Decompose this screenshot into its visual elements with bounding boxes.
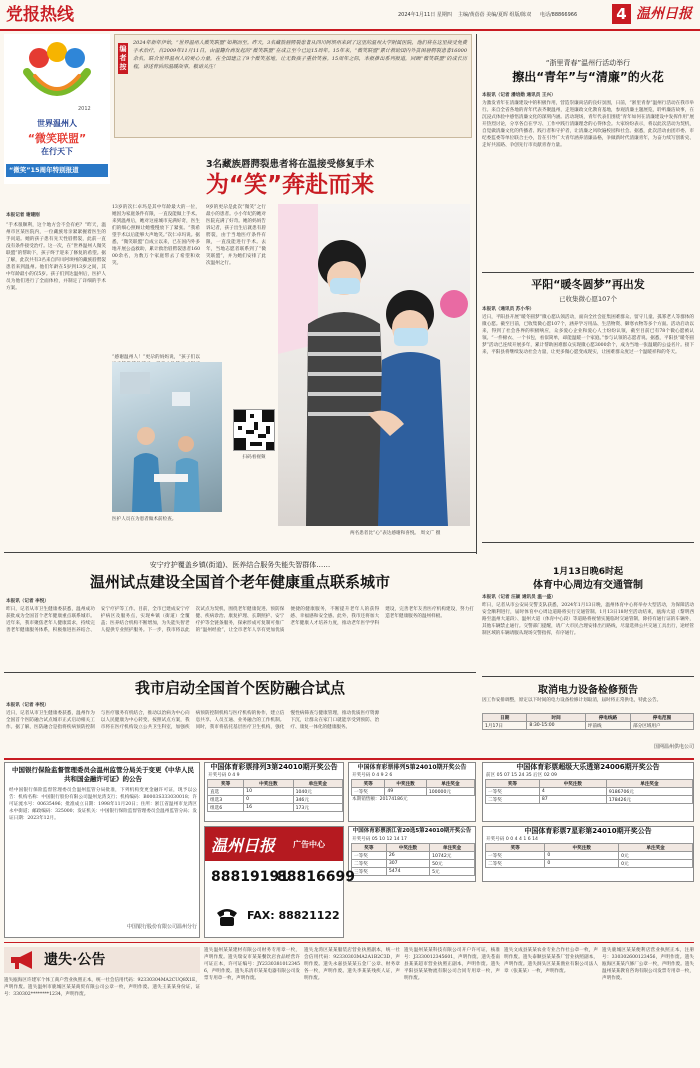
lotto-20x5-col-level: 奖等 [352,844,387,852]
column-divider [476,34,477,554]
lotto-7star-col-count: 中奖注数 [545,844,619,852]
lotto-pl3 [204,762,344,822]
youth-headline: 擦出“青年”与“清廉”的火花 [512,70,664,84]
lost-banner [4,947,200,973]
lotto-pl5-col-count: 中奖注数 [385,780,426,788]
promo-block [4,34,110,184]
smile-logo-icon [17,38,97,110]
lotto-cell: 26 [386,852,429,860]
lotto-cell: 一等奖 [352,788,385,796]
lotto-pl5-footer: 本期销售额：20174186元 [352,797,408,802]
lotto-20x5-title: 中国体育彩票浙江省20选5第24010期开奖公告 [352,828,472,834]
lotto-pl5-col-prize: 单注奖金 [426,780,474,788]
lotto-cell: 直选 [208,788,244,796]
pingyang-byline: 本报讯（通讯员 苏小华） [482,307,535,312]
power-notice-table [482,713,694,730]
health-headline: 温州试点建设全国首个老年健康重点联系城市 [89,573,390,591]
masthead-logo: 温州日报 [636,6,692,22]
lost-col-3: 遗失龙湾区某某服装店营业执照副本，统一社会信用代码：92330303MA2A1B2C3D，声明作废。遗失永嘉县某某五金厂公章、财务章各一枚，声明作废。遗失李某某残疾人证，声明作废。 [304,948,400,981]
right-divider-2 [482,542,694,543]
lotto-pl5-numbers: 开奖号码 0 4 9 2 6 [352,773,393,778]
lotto-pl3-col-count: 中奖注数 [244,780,293,788]
power-col-line: 停电线路 [585,714,630,722]
editor-note-body: 2024年新年伊始，“世界温州人微笑联盟”如期而至。昨天，3名藏族唇腭裂患者从四川阿坝州来到了这里的温州大学附属医院，他们将在这里接受免费手术治疗。自2009年11月11日，由温籍台商发起的“微笑联盟”在成立至今已近15周年。15年来，“微笑联盟”累计救助国内外贫困唇腭裂患者16000余名，联合世界温州人的爱心力量，在全国建立了9个微笑基地，让无数孩子重拾笑容。15周年之际，本报推出系列报道，回顾“微笑联盟”的成长历程，讲述背后的温暖故事。敬请关注！ [133,40,467,70]
traffic-headline-1: 1月13日晚6时起 [552,567,624,577]
power-notice-headline: 取消电力设备检修预告 [538,685,638,696]
lotto-20x5-numbers: 开奖号码 05 10 12 14 17 [352,837,407,842]
power-notice [482,676,694,756]
editors-line: 主编/黄蓓蓓 美编/夏晖 组版/陈双 [458,12,532,18]
lotto-dlt-title: 中国体育彩票超级大乐透第24006期开奖公告 [516,763,660,771]
traffic-headline-2: 体育中心周边有交通管制 [533,580,643,591]
lotto-cell: 5474 [386,868,429,876]
page-number-badge: 4 [612,4,631,24]
section-name: 党报热线 [6,5,74,25]
lotto-cell: 10 [244,788,293,796]
lotto-cell: 178426元 [606,796,692,804]
pingyang-headline: 平阳“暖冬圆梦”再出发 [531,278,645,291]
traffic-byline: 本报讯（记者 汪颖 通讯员 温一盛） [482,595,556,600]
power-row-time: 8:30-15:00 [527,722,585,730]
lotto-cell: 二等奖 [486,796,540,804]
lotto-cell: 16 [244,804,293,812]
lotto-pl5-title: 中国体育彩票排列5第24010期开奖公告 [357,764,467,771]
lotto-7star-table [485,843,693,868]
header-rule [0,29,700,31]
lost-col-5: 遗失文成县某某农业专业合作社公章一枚，声明作废。遗失泰顺县某某茶厂营业执照副本，声明作废。遗失洞头区某某渔业有限公司法人章（张某某）一枚，声明作废。 [504,948,598,974]
lotto-7star-numbers: 开奖号码 0 0 4 4 1 6 14 [486,837,538,842]
lotto-cell: 0 [244,796,293,804]
lotto-cell: 346元 [293,796,342,804]
kids-figure-icon [278,204,470,526]
lotto-cell: 0元 [619,852,693,860]
health-kicker: 安宁疗护覆盖乡镇(街道)、医养结合服务失能失智群体…… [149,561,331,569]
phone-line: 电话/88866966 [540,12,578,18]
bank-notice-title: 中国银行保险监督管理委员会温州监管分局关于变更《中华人民共和国金融许可证》的公告 [12,766,194,783]
youth-body: 为激发青年在清廉建设中的积极作用，营造崇廉尚洁的良好氛围，日前，“浙里青春”温州行活动在我市举行。来自全省各地的青年代表齐聚温州，走进廉政文化教育基地，参观清廉主题展览，聆听廉洁故事，在沉浸式体验中感悟清廉文化的深刻内涵。活动现场，青年代表们围绕“青年如何在清廉建设中发挥作用”展开热烈讨论，分享各自在学习、工作中践行清廉理念的心得体会。大家纷纷表示，将以此次活动为契机，自觉做清廉文化的传播者、践行者和守护者，让清廉之风吹遍校园和社会。据悉，此次活动由团市委、市纪委监委等单位联合主办，旨在引导广大青年涵养清廉品格，争做新时代清廉青年，为奋力续写创新史、走好共富路、争创先行市贡献青春力量。 [482,101,694,148]
bank-notice [4,762,200,938]
lotto-pl5-table [351,779,475,796]
bank-notice-body: 经中国银行保险监督管理委员会温州监管分局批准，下列机构变更金融许可证，现予以公告：机构名称：中国银行股份有限公司温州龙湾支行；机构编码：B0003S333030018；许可证流水号：00635496；批准成立日期：1998年11月20日；住所：浙江省温州市龙湾区永中街道；邮政编码：325000；发证机关：中国银行保险监督管理委员会温州监管分局；发证日期：2023年12月。 [9,788,197,821]
lotto-cell: 4 [539,788,606,796]
telephone-icon [215,905,239,927]
lotto-cell: 二等奖 [486,860,545,868]
pingyang-sub: 已收集微心愿107个 [559,295,617,303]
lotto-7star-col-prize: 单注奖金 [619,844,693,852]
lotto-dlt-col-level: 奖等 [486,780,540,788]
ad-banner [205,827,343,861]
traffic-body: 昨日，记者从市公安局交警支队获悉，2024年1月13日晚，温州体育中心将举办大型活动，为保障活动安全顺利进行，届时体育中心周边道路将实行交通管制。1月13日18时至活动结束，瓯海大道（黎明西路至温州大道段）、温州大道（体育中心段）等道路将视情实施临时交通管制，除持有通行证的车辆外，其他车辆禁止通行。交警部门提醒，请广大市民合理安排出行路线，尽量选择公共交通工具出行，途经管制区域的车辆请服从现场交警指挥，有序通行。 [482,603,694,636]
lotto-7star-col-level: 奖等 [486,844,545,852]
lotto-cell: 173元 [293,804,342,812]
power-col-area: 停电范围 [631,714,694,722]
ad-fax: FAX: 88821122 [247,909,340,922]
ad-center [204,826,355,938]
photo-kids-caption: 两名患者比“心”表达感谢和喜悦。 周文广 摄 [350,531,441,536]
lotto-cell: 一等奖 [486,788,540,796]
photo-exam-caption: 医护人员在为患者做术前检查。 [112,517,177,522]
photo-exam [112,362,222,512]
photo-kids [278,204,470,526]
qr-label: 扫码看视频 [242,455,266,460]
power-notice-footer: 国网温州供电公司 [653,744,694,750]
lotto-20x5-col-count: 中奖注数 [386,844,429,852]
lotto-dlt-numbers: 前区 05 07 15 24 35 后区 02 09 [486,773,557,778]
video-qr-code[interactable] [233,409,275,451]
editor-note-label: 编者按 [118,43,128,74]
lotto-20x5-col-prize: 单注奖金 [430,844,475,852]
lost-notices [4,942,694,1064]
lotto-pl5-col-level: 奖等 [352,780,385,788]
lotto-cell: 87 [539,796,606,804]
lotto-cell: 组选3 [208,796,244,804]
ad-phone-2: 88816699 [277,869,355,885]
megaphone-icon [8,949,38,971]
medical-byline: 本报讯（记者 李悦） [6,703,49,708]
lotto-cell: 一等奖 [486,852,545,860]
lost-col-1: 遗失瓯海区许建军个体工商户营业执照正本，统一社会信用代码：92330304MA2CUQ8X1E，声明作废。遗失温州市鹿城区某某商贸有限公司公章一枚，声明作废。遗失王某某身份证，证号：330302********1234，声明作废。 [4,978,200,997]
editor-note [114,34,472,138]
lotto-cell: 307 [386,860,429,868]
lotto-cell: 0 [545,860,619,868]
lotto-dlt-table [485,779,693,804]
lotto-20x5-table [351,843,475,876]
ad-phone-1: 88819191 [211,869,289,885]
power-col-time: 时间 [527,714,585,722]
main-col-2: 13岁的次仁卓玛是其中年龄最大的一位，她因为家庭条件有限，一直没能做上手术。来到温州后，她对这座城市充满好奇，医生们的细心照顾让她慢慢放下了紧张。“我希望手术以后能够大声地笑。”次仁卓玛说。据悉，“微笑联盟”自成立以来，已在国内外多地开展公益救助，累计救治唇腭裂患者16000余名，为数万个家庭带去了希望和欢笑。 [112,205,200,266]
lotto-pl3-numbers: 开奖号码 0 4 9 [208,773,240,778]
lotto-cell: 49 [385,788,426,796]
power-notice-intro: 因工作安排调整，原定以下时间的电力设备检修计划取消，届时将正常供电，特此公告。 [482,698,662,703]
date-line: 2024年1月11日 星期四 [398,12,452,18]
health-byline: 本报讯（记者 李悦） [6,599,49,604]
promo-title-3: 在行天下 [41,147,73,156]
main-byline: 本报记者 谢建刚 [6,213,40,218]
power-col-date: 日期 [483,714,527,722]
bank-notice-footer: 中国银行股份有限公司温州分行 [126,924,197,930]
main-col-4: “感谢温州人！”更尕的妈妈说，“孩子们以 [112,355,200,360]
promo-title-1: 世界温州人 [37,119,77,128]
lost-col-6: 遗失鹿城区某某便利店营业执照正本，注册号：330302600123456，声明作废。遗失瓯海区某某汽修厂公章一枚，声明作废。遗失温州某某教育咨询有限公司发票专用章一枚，声明作废。 [602,948,694,981]
lotto-cell: 0 [545,852,619,860]
lotto-cell: 10742元 [430,852,475,860]
lost-col-4: 遗失温州某某科技有限公司开户许可证，核准号：J3330012345601，声明作废。遗失苍南县某某超市营业执照正副本，声明作废。遗失平阳县某某物流有限公司合同专用章一枚，声明作废。 [404,948,500,981]
lotto-7star-title: 中国体育彩票7星彩第24010期开奖公告 [524,827,652,835]
qr-code-icon [234,410,274,450]
main-kicker: 3名藏族唇腭裂患者将在温接受修复手术 [205,159,375,170]
lotto-pl3-title: 中国体育彩票排列3第24010期开奖公告 [210,763,338,771]
lotto-pl3-col-prize: 单注奖金 [293,780,342,788]
lotto-pl3-table [207,779,343,812]
power-row-line: 坪前线 [585,722,630,730]
lotto-pl5 [348,762,476,822]
health-body: 昨日，记者从市卫生健康委获悉，温州成功获批成为全国首个老年健康重点联系城市。近年来，我市聚焦老年人健康需求，持续完善老年健康服务体系，积极推进医养结合、安宁疗护等工作。目前，全市已建成安宁疗护病区及服务点，实现乡镇（街道）全覆盖；医养结合机构不断增加，为失能失智老人提供专业照护服务。下一步，我市将以此次试点为契机，围绕老年健康促进、预防保健、疾病诊治、康复护理、长期照护、安宁疗护等全链条服务，探索形成可复制可推广的“温州经验”，让全市老年人享有更加优质便捷的健康服务，不断提升老年人的获得感、幸福感和安全感。此外，我市还将加大老年健康人才培养力度，推动老年医学学科建设，完善老年友善医疗机构建设，努力打造老年健康服务的温州样板。 [6,607,474,633]
lotto-pl3-col-level: 奖等 [208,780,244,788]
pingyang-body: 近日，平阳县开展“暖冬圆梦”微心愿认领活动，面向全社会征集困难群众、留守儿童、孤寡老人等群体的微心愿。截至目前，已收集微心愿107个，涵养学习用品、生活物资、御寒衣物等多个方面。活动启动以来，得到了社会各界的积极响应，众多爱心企业和爱心人士纷纷认领，截至目前已有78个微心愿被认领。“一件棉衣、一个书包，看似简单，却能温暖一个家庭。”参与认领的志愿者说。据悉，平阳县“暖冬圆梦”活动已连续开展多年，累计帮助困难群众实现微心愿3000余个，成为当地一张温暖的公益名片。接下来，平阳县将继续发动社会力量，让更多微心愿变成现实，让困难群众度过一个温暖祥和的冬天。 [482,315,694,355]
lost-col-2: 遗失温州某某建材有限公司财务专用章一枚，声明作废。遗失瑞安市某某餐饮店食品经营许可证正本，许可证编号：JY23303810123456，声明作废。遗失乐清市某某电器有限公司发票专用章一枚，声明作废。 [204,948,300,981]
lotto-cell: 一等奖 [352,852,387,860]
lotto-cell: 5元 [430,868,475,876]
right-divider-1 [482,272,694,273]
lotto-cell: 三等奖 [352,868,387,876]
lotto-cell: 组选6 [208,804,244,812]
lotto-dlt-col-count: 中奖注数 [539,780,606,788]
lotto-cell: 二等奖 [352,860,387,868]
main-headline: 为“笑”奔赴而来 [205,172,375,198]
medical-headline: 我市启动全国首个医防融合试点 [134,679,345,697]
ad-paper-logo: 温州日报 [211,836,276,855]
lotto-cell: 100000元 [426,788,474,796]
youth-byline: 本报讯（记者 潘培勋 通讯员 王兴） [482,93,556,98]
promo-year: 2012 [78,106,91,112]
main-col-1: “手术很顺利，这个地方会不会有疤？”昨天，温州市区某医院内，一位藏族母亲紧紧握着医生的手问道。她的孩子患有先天性唇腭裂，此前一直没有条件接受治疗。这一次，在“世界温州人微笑联盟”的帮助下，孩子终于迎来了修复的希望。据了解，此次共有3名来自四川阿坝州的藏族唇腭裂患者来到温州。他们年龄在5岁到13岁之间，其中年龄最小的仅5岁。孩子们到达温州后，医护人员为他们进行了全面体检，并制定了详细的手术方案。 [6,223,106,291]
ads-top-rule [4,758,694,760]
lotto-dlt [482,762,694,822]
story-divider-2 [4,672,476,673]
medical-body: 近日，记者从市卫生健康委获悉，温州作为全国首个医防融合试点城市正式启动相关工作。据了解，医防融合是指将疾病预防控制与医疗服务有机结合，推动以治病为中心向以人民健康为中心转变。按照试点方案，我市将在医疗机构设立公共卫生科室，加强疾病预防控制机构与医疗机构的协作，建立信息共享、人员互通、业务融合的工作机制。同时，我市将依托基层医疗卫生机构，强化慢性病筛查与健康管理，推动优质医疗资源下沉，让群众在家门口就能享受到预防、治疗、康复一体化的健康服务。 [6,711,380,730]
promo-title-2: “微笑联盟” [27,132,87,145]
ad-center-label: 广告中心 [293,840,325,849]
youth-kicker: “浙里青春”温州行活动举行 [545,59,631,67]
doctor-figure-icon [112,362,222,512]
lotto-cell: 50元 [430,860,475,868]
lotto-7star [482,826,694,882]
lotto-cell: 1040元 [293,788,342,796]
lost-title: 遗失·公告 [44,952,106,968]
lotto-cell: 0元 [619,860,693,868]
page-header [0,0,700,30]
story-divider-1 [4,552,476,553]
promo-anniversary: “微笑”15周年特别报道 [6,164,108,177]
power-row-area: 部分区域用户 [631,722,694,730]
lotto-20x5 [348,826,476,882]
power-row-date: 1月17日 [483,722,527,730]
main-col-3: 9岁的更尕是此次“微笑”之行最小的患者。小小年纪的她对医院充满了好奇。她的妈妈告诉记者，孩子出生后就患有唇腭裂，由于当地医疗条件有限，一直没能进行手术。去年，当地志愿者联系到了“微笑联盟”，并为她们安排了此次温州之行。 [206,205,266,266]
lotto-dlt-col-prize: 单注奖金 [606,780,692,788]
lotto-cell: 9186706元 [606,788,692,796]
